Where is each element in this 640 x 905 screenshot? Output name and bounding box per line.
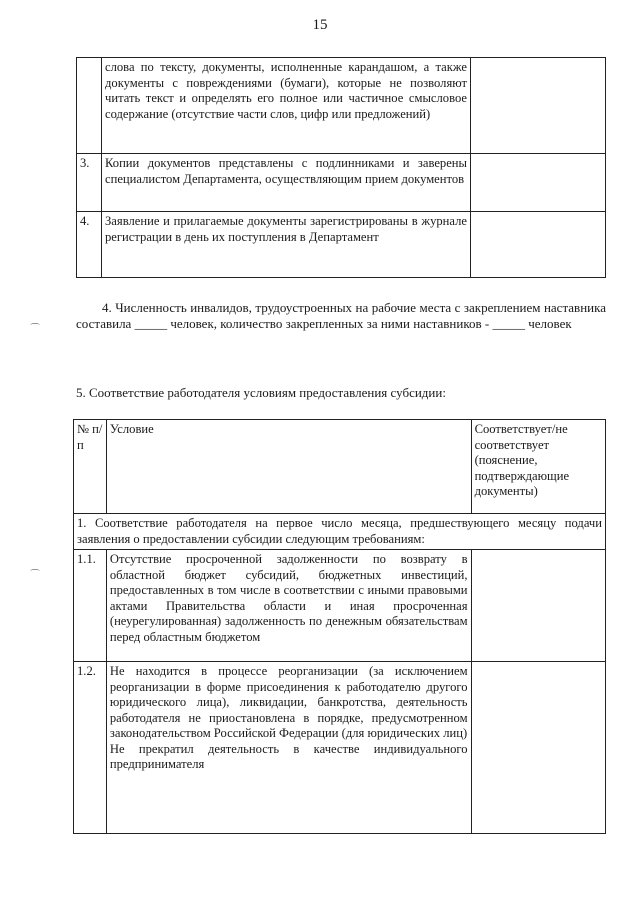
paragraph-4: [76, 300, 606, 332]
section-title: 1. Соответствие работодателя на первое число месяца, предшествующего месяцу подачи заявления о предоставлении субсидии следующим требованиям:: [74, 514, 606, 550]
compliance-cell: [471, 58, 606, 154]
row-number: 3.: [77, 154, 102, 212]
paragraph-5: 5. Соответствие работодателя условиям предоставления субсидии:: [76, 385, 446, 400]
compliance-cell: [471, 550, 605, 662]
row-number: 1.2.: [74, 662, 107, 834]
header-num: № п/п: [74, 420, 107, 514]
table-row: [74, 662, 606, 834]
row-text: Копии документов представлены с подлинниками и заверены специалистом Департамента, осуществляющим прием документов: [102, 154, 471, 212]
row-number: 4.: [77, 212, 102, 278]
compliance-cell: [471, 154, 606, 212]
compliance-cell: [471, 212, 606, 278]
compliance-cell: [471, 662, 605, 834]
page-number: 15: [312, 17, 328, 33]
row-text: [106, 662, 471, 834]
table-row: [77, 154, 606, 212]
scan-mark: ⌒: [30, 570, 40, 581]
employer-conditions-table: [73, 419, 606, 834]
header-compliance: Соответствует/не соответствует (пояснение, подтверждающие документы): [471, 420, 605, 514]
row-number: [77, 58, 102, 154]
table-row: [77, 212, 606, 278]
documents-check-table: [76, 57, 606, 278]
row-text: Заявление и прилагаемые документы зарегистрированы в журнале регистрации в день их поступления в Департамент: [102, 212, 471, 278]
header-condition: Условие: [106, 420, 471, 514]
row-text-individual: Не прекратил деятельность в качестве индивидуального предпринимателя: [109, 741, 468, 771]
row-text: слова по тексту, документы, исполненные карандашом, а также документы с повреждениями (бумаги), которые не позволяют читать текст и определять его полное или частичное смысловое содержание (отсутствие части слов, цифр или предложений): [102, 58, 471, 154]
section-row: [74, 514, 606, 550]
scan-mark: ⌒: [30, 324, 40, 335]
row-text-legal: Не находится в процессе реорганизации (за исключением реорганизации в форме присоединения к работодателю другого юридического лица), ликвидации, банкротства, деятельность работодателя не приостановлена в порядке, предусмотренном законодательством Российской Федерации (для юридических лиц): [109, 664, 468, 740]
table-row: [74, 550, 606, 662]
row-number: 1.1.: [74, 550, 107, 662]
table-row: [77, 58, 606, 154]
row-text: Отсутствие просроченной задолженности по возврату в областной бюджет субсидий, бюджетных инвестиций, предоставленных в том числе в соответствии с иными правовыми актами Правительства области и иная просроченная (неурегулированная) задолженность по денежным обязательствам перед областным бюджетом: [106, 550, 471, 662]
paragraph-4-text: 4. Численность инвалидов, трудоустроенных на рабочие места с закреплением наставника составила _____ человек, количество закрепленных за ними наставников - _____ человек: [76, 300, 606, 331]
table-header-row: [74, 420, 606, 514]
